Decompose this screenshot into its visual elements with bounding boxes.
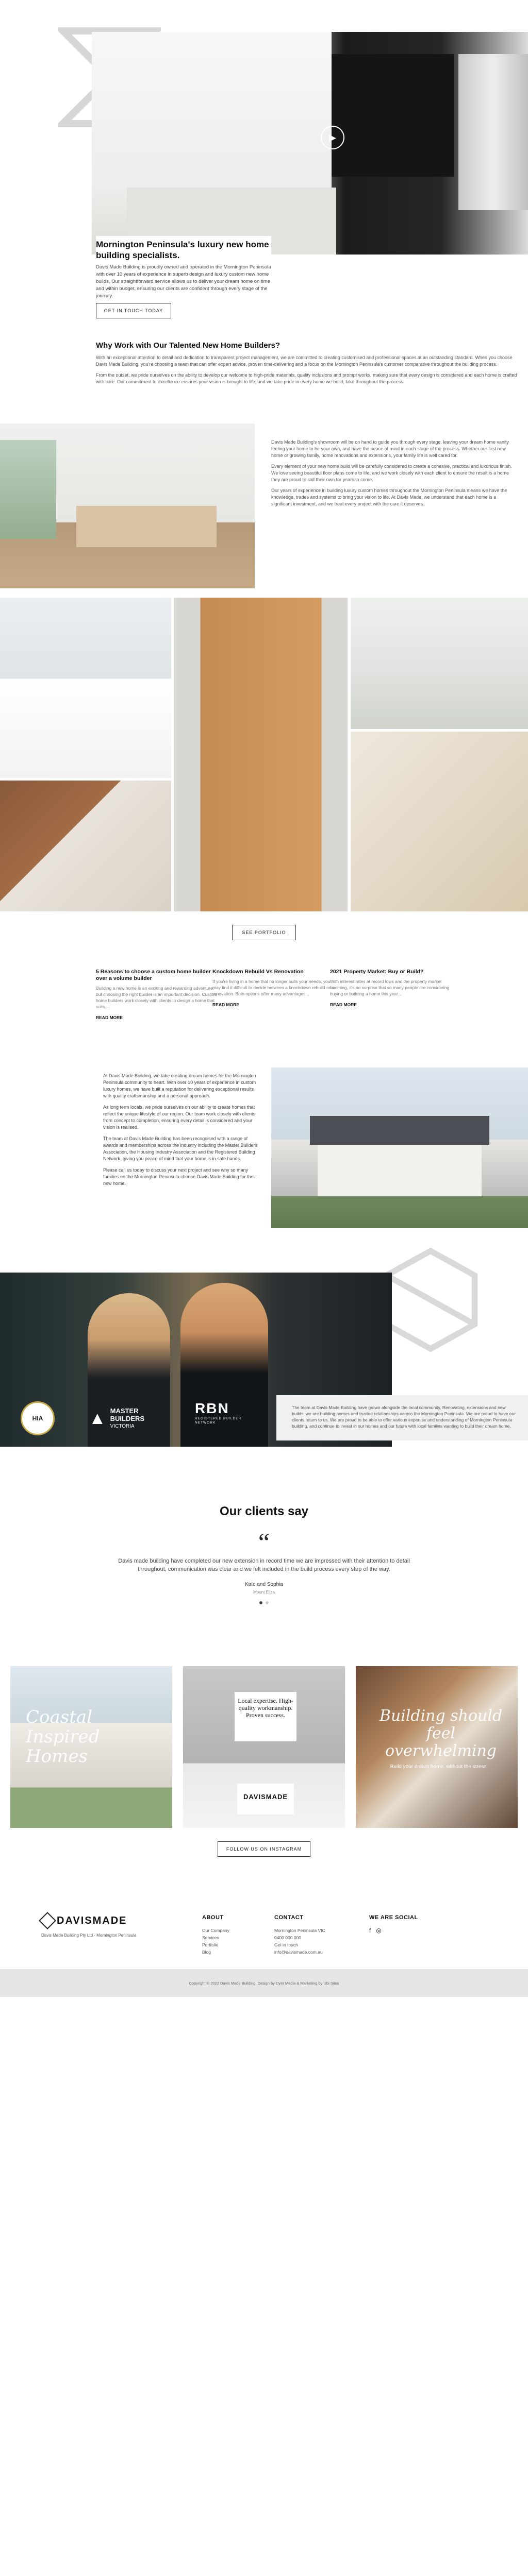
blog-card xyxy=(212,969,336,1007)
instagram-post[interactable] xyxy=(356,1666,518,1828)
blog-card xyxy=(330,969,454,1007)
why-work-title: Why Work with Our Talented New Home Builders? xyxy=(96,341,280,350)
copyright-bar xyxy=(0,1969,528,1997)
instagram-post-brand: DAVISMADE xyxy=(237,1784,294,1815)
instagram-post-text: Coastal Inspired Homes xyxy=(26,1707,100,1767)
why-work-text xyxy=(96,354,524,389)
kitchen-image xyxy=(0,423,255,588)
about-paragraph: As long term locals, we pride ourselves on our ability to create homes that reflect the unique lifestyle of our region. Our team work closely with clients from concept to completion, ensuring every detail is considered and your vision is realised. xyxy=(103,1105,256,1130)
kitchen-paragraph: Our years of experience in building luxury custom homes throughout the Mornington Peninsula means we have the knowledge, trades and systems to bring your vision to life. At Davis Made, we understand that each home is a significant investment, and we treat every project with the care it deserves. xyxy=(271,488,507,506)
why-paragraph: From the outset, we pride ourselves on the ability to develop our welcome to high-pride materials, quality inclusions and prompt works, making sure that every design is considered and each home is crafted with care. Our commitment to excellence ensures your vision is brought to life, and we take pride in every home we build, take throughout the process. xyxy=(96,372,517,384)
about-paragraph: The team at Davis Made Building has been recognised with a range of awards and memberships across the industry including the Master Builders Association, the Housing Industry Association and the Registered Building Network, giving you peace of mind that your home is in safe hands. xyxy=(103,1136,258,1161)
blog-title[interactable]: 5 Reasons to choose a custom home builder over a volume builder xyxy=(96,969,211,981)
about-text xyxy=(103,1073,263,1192)
mb-line: VICTORIA xyxy=(110,1423,135,1429)
blog-title[interactable]: Knockdown Rebuild Vs Renovation xyxy=(212,969,304,975)
brand-name: DAVISMADE xyxy=(57,1914,127,1926)
instagram-post-text: Building should feel overwhelming xyxy=(379,1707,503,1760)
contact-line[interactable]: 0400 000 000 xyxy=(274,1935,301,1940)
master-builders-badge xyxy=(89,1400,171,1436)
play-video-button[interactable] xyxy=(321,126,344,149)
footer-about-column xyxy=(202,1914,229,1956)
footer-link[interactable]: Our Company xyxy=(202,1928,229,1933)
house-exterior-image xyxy=(271,1067,528,1228)
mb-line: BUILDERS xyxy=(110,1414,145,1422)
footer-link[interactable]: Blog xyxy=(202,1950,211,1955)
about-paragraph: Please call us today to discuss your next project and see why so many families on the Mornington Peninsula choose Davis Made Building for their new home. xyxy=(103,1167,256,1186)
testimonial-quote: Davis made building have completed our new extension in record time we are impressed with their attention to detail throughout, communication was clear and we felt included in the build process every step of the way. xyxy=(118,1558,410,1572)
contact-line[interactable]: info@davismade.com.au xyxy=(274,1950,323,1955)
gallery-image-hat-chair[interactable] xyxy=(0,781,171,911)
instagram-post-text: Local expertise. High-quality workmanship. Proven success. xyxy=(235,1692,296,1741)
blog-excerpt: With interest rates at record lows and the property market booming, it's no surprise that so many people are considering buying or building a home this year... xyxy=(330,979,450,996)
footer-heading: WE ARE SOCIAL xyxy=(369,1914,418,1921)
about-paragraph: At Davis Made Building, we take creating dream homes for the Mornington Peninsula community to heart. With over 10 years of experience in custom luxury homes, we have built a reputation for delivering exceptional results with quality craftsmanship and a personal approach. xyxy=(103,1073,256,1098)
rbn-badge xyxy=(195,1400,262,1436)
rbn-subtitle: REGISTERED BUILDER NETWORK xyxy=(195,1417,242,1425)
copyright-text: Copyright © 2022 Davis Made Building. Design by Dyer Media & Marketing by Ubi Sites xyxy=(189,1980,339,1986)
hia-badge: HIA xyxy=(21,1401,55,1435)
gallery-image-succulents[interactable] xyxy=(351,598,528,729)
play-icon: ▶ xyxy=(329,132,336,143)
quote-icon: “ xyxy=(258,1528,270,1556)
footer-heading: CONTACT xyxy=(274,1914,304,1921)
footer-tagline: Davis Made Building Pty Ltd · Mornington Peninsula xyxy=(41,1933,137,1938)
hero-intro-text: Davis Made Building is proudly owned and operated in the Mornington Peninsula with over 10 years of experience in superb design and luxury custom new home builds. Our straightforward service allows us to deliver your dream home on time and within budget, ensuring our clients are confident through every stage of the journey. xyxy=(96,264,271,299)
footer-logo[interactable] xyxy=(41,1914,127,1927)
contact-line[interactable]: Get in touch xyxy=(274,1942,298,1947)
blog-card xyxy=(96,969,220,1020)
footer-social-column xyxy=(369,1914,418,1934)
contact-line: Mornington Peninsula VIC xyxy=(274,1928,325,1933)
carousel-dot[interactable] xyxy=(259,1601,262,1604)
rbn-logo-text: RBN xyxy=(195,1400,229,1416)
facebook-icon[interactable]: f xyxy=(369,1927,371,1934)
instagram-post-subtext: Build your dream home, without the stress xyxy=(390,1764,487,1770)
instagram-icon[interactable]: ◎ xyxy=(376,1927,382,1934)
see-portfolio-button[interactable]: SEE PORTFOLIO xyxy=(232,925,296,940)
testimonial-author: Kate and Sophia xyxy=(245,1582,283,1587)
testimonial-location: Mount Eliza xyxy=(253,1590,275,1595)
instagram-post[interactable] xyxy=(10,1666,172,1828)
hero-kitchen-image xyxy=(92,32,528,255)
kitchen-paragraph: Every element of your new home build will be carefully considered to create a cohesive, practical and luxurious finish. We love seeing beautiful floor plans come to life, and we work closely with each client to ensure the result is a home they are proud to call their own for years to come. xyxy=(271,464,512,482)
read-more-link[interactable]: READ MORE xyxy=(212,1002,239,1007)
blog-excerpt: Building a new home is an exciting and rewarding adventure, but choosing the right builder is an important decision. Custom home builders work closely with clients to design a home that suits... xyxy=(96,986,217,1009)
kitchen-paragraph: Davis Made Building's showroom will be on hand to guide you through every stage, leaving your dream home vanity feeling your home to be your own, and have the peace of mind in each stage of the process. Whether our first new home or growing family, home renovations and extensions, your family life is well cared for. xyxy=(271,439,509,458)
blog-excerpt: If you're living in a home that no longer suits your needs, you may find it difficult to decide between a knockdown rebuild or a renovation. Both options offer many advantages... xyxy=(212,979,334,996)
footer-link[interactable]: Services xyxy=(202,1935,219,1940)
gallery-image-bedroom[interactable] xyxy=(351,732,528,911)
carousel-dot[interactable] xyxy=(266,1601,269,1604)
clients-section-title: Our clients say xyxy=(219,1504,309,1518)
read-more-link[interactable]: READ MORE xyxy=(96,1015,123,1020)
why-paragraph: With an exceptional attention to detail and dedication to transparent project management, we are committed to creating customised and professional spaces at an outstanding standard. When you choose Davis Made Building, you're choosing a team that can offer expert advice, proven time-delivering and a focus on the Mornington Peninsula's customer comparative throughout the building process. xyxy=(96,355,513,367)
brand-mark-icon xyxy=(39,1912,56,1929)
instagram-post[interactable] xyxy=(183,1666,345,1828)
gallery-image-timber-door[interactable] xyxy=(174,598,348,911)
footer-link[interactable]: Portfolio xyxy=(202,1942,219,1947)
read-more-link[interactable]: READ MORE xyxy=(330,1002,357,1007)
carousel-dots xyxy=(0,1601,528,1604)
kitchen-text xyxy=(271,439,514,512)
gallery-image-house-facade[interactable] xyxy=(0,598,171,778)
hero-title: Mornington Peninsula's luxury new home building specialists. xyxy=(96,236,271,261)
footer-heading: ABOUT xyxy=(202,1914,224,1921)
team-info-card: The team at Davis Made Building have grown alongside the local community. Renovating, extensions and new builds, we are building homes and trusted relationships across the Mornington Peninsula. We are proud to have our clients return to us. We are proud to be able to offer various expertise and understanding of Mornington Peninsula building, and continue to invest in our homes and our future with local families wanting to build their dream home. xyxy=(276,1395,528,1440)
logo-watermark xyxy=(382,1246,480,1354)
footer-contact-column xyxy=(274,1914,325,1956)
blog-title[interactable]: 2021 Property Market: Buy or Build? xyxy=(330,969,424,975)
follow-instagram-button[interactable]: FOLLOW US ON INSTAGRAM xyxy=(218,1841,310,1857)
get-in-touch-button[interactable]: GET IN TOUCH TODAY xyxy=(96,303,171,318)
master-builders-icon: ▲ xyxy=(89,1408,106,1428)
mb-line: MASTER xyxy=(110,1406,139,1415)
